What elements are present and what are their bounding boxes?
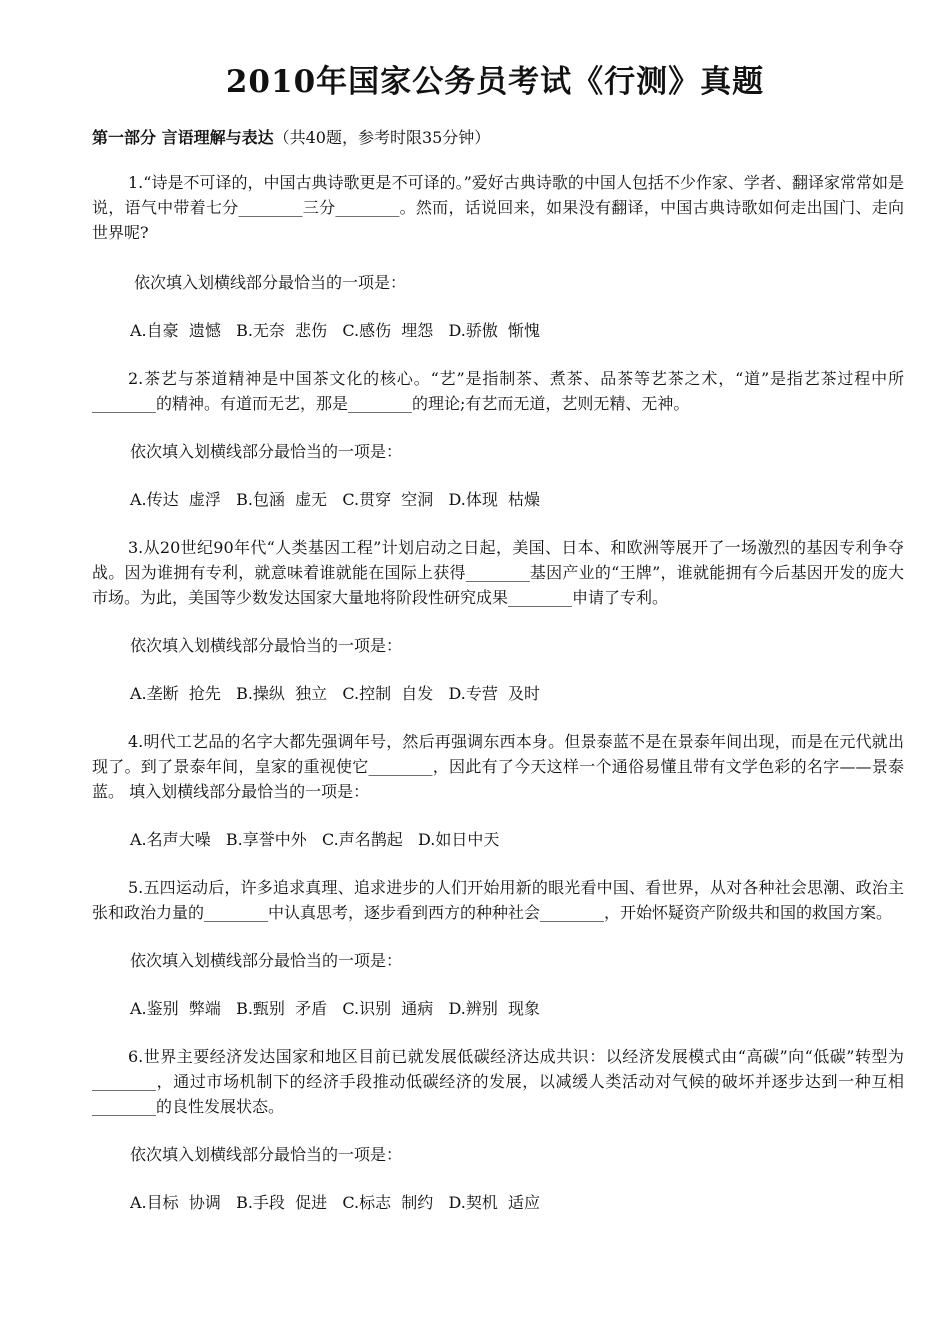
- question-5-text: 5.五四运动后，许多追求真理、追求进步的人们开始用新的眼光看中国、看世界，从对各种社会思潮、政治主张和政治力量的________中认真思考，逐步看到西方的种种社会________，开始怀疑资产阶级共和国的救国方案。: [92, 878, 904, 922]
- question-2-text: 2.茶艺与茶道精神是中国茶文化的核心。“艺”是指制茶、煮茶、品茶等艺茶之术，“道”是指艺茶过程中所________的精神。有道而无艺，那是________的理论;有艺而无道，艺则无精、无神。: [92, 369, 904, 413]
- question-6-text: 6.世界主要经济发达国家和地区目前已就发展低碳经济达成共识：以经济发展模式由“高碳”向“低碳”转型为________，通过市场机制下的经济手段推动低碳经济的发展，以减缓人类活动对气候的破坏并逐步达到一种互相________的良性发展状态。: [92, 1047, 904, 1116]
- question-6-options: A.目标 协调 B.手段 促进 C.标志 制约 D.契机 适应: [130, 1193, 541, 1212]
- question-1-instruction: 依次填入划横线部分最恰当的一项是：: [134, 273, 407, 292]
- question-3-text: 3.从20世纪90年代“人类基因工程”计划启动之日起，美国、日本、和欧洲等展开了一场激烈的基因专利争夺战。因为谁拥有专利，就意味着谁就能在国际上获得________基因产业的“王牌”，谁就能拥有今后基因开发的庞大市场。为此，美国等少数发达国家大量地将阶段性研究成果________申请了专利。: [92, 538, 904, 607]
- question-list: [92, 170, 904, 1215]
- question-3-instruction: 依次填入划横线部分最恰当的一项是：: [130, 636, 403, 655]
- question-6-instruction: 依次填入划横线部分最恰当的一项是：: [130, 1145, 403, 1164]
- question-5-options: A.鉴别 弊端 B.甄别 矛盾 C.识别 通病 D.辨别 现象: [130, 999, 541, 1018]
- question-2-options: A.传达 虚浮 B.包涵 虚无 C.贯穿 空洞 D.体现 枯燥: [130, 490, 541, 509]
- question-4-options: A.名声大噪 B.享誉中外 C.声名鹊起 D.如日中天: [130, 830, 500, 849]
- question-3-options: A.垄断 抢先 B.操纵 独立 C.控制 自发 D.专营 及时: [130, 684, 541, 703]
- page-title: 2010年国家公务员考试《行测》真题: [225, 64, 765, 100]
- question-5-instruction: 依次填入划横线部分最恰当的一项是：: [130, 951, 403, 970]
- section-note: （共40题，参考时限35分钟）: [273, 128, 491, 147]
- question-4-text: 4.明代工艺品的名字大都先强调年号，然后再强调东西本身。但景泰蓝不是在景泰年间出现，而是在元代就出现了。到了景泰年间，皇家的重视使它________，因此有了今天这样一个通俗易懂且带有文学色彩的名字——景泰蓝。 填入划横线部分最恰当的一项是：: [92, 732, 904, 801]
- question-1-options: A.自豪 遗憾 B.无奈 悲伤 C.感伤 埋怨 D.骄傲 惭愧: [130, 321, 541, 340]
- section-name: 第一部分 言语理解与表达: [92, 128, 274, 147]
- question-1-text: 1.“诗是不可译的，中国古典诗歌更是不可译的。”爱好古典诗歌的中国人包括不少作家、学者、翻译家常常如是说，语气中带着七分________三分________。然而，话说回来，如果没有翻译，中国古典诗歌如何走出国门、走向世界呢?: [92, 173, 904, 242]
- question-2-instruction: 依次填入划横线部分最恰当的一项是：: [130, 442, 403, 461]
- section-heading: [92, 125, 490, 148]
